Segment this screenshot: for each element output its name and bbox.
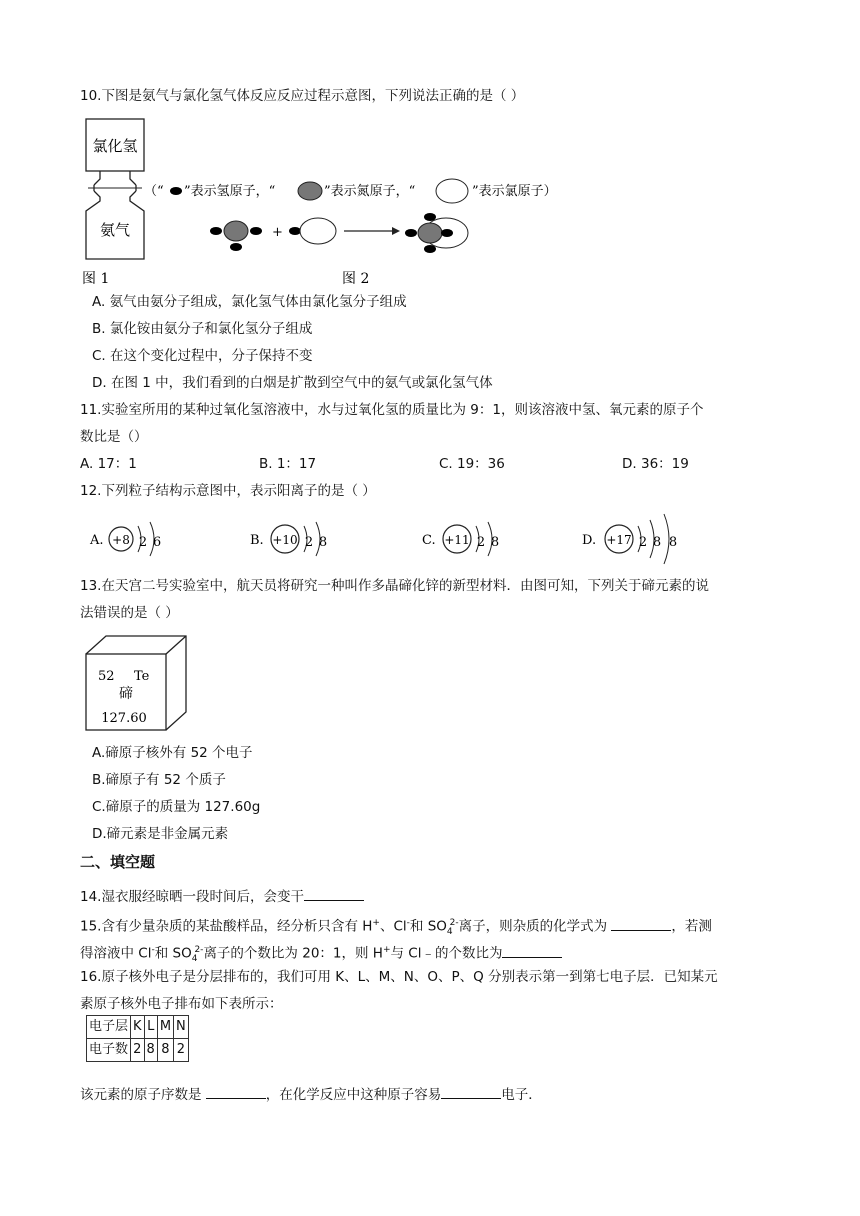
q10-stem: 10.下图是氨气与氯化氢气体反应反应过程示意图，下列说法正确的是（ ） — [80, 88, 525, 104]
q13-option-c: C.碲原子的质量为 127.60g — [92, 799, 261, 815]
svg-text:2: 2 — [476, 535, 486, 550]
reaction-arrow-icon — [344, 227, 400, 235]
ammonia-molecule-icon — [210, 221, 262, 251]
hydrogen-chloride-molecule-icon — [289, 218, 336, 244]
q16-stem-line2: 素原子核外电子排布如下表所示： — [80, 996, 283, 1012]
svg-text:C.: C. — [422, 533, 436, 548]
svg-text:8: 8 — [668, 535, 678, 550]
q13-stem-line1: 13.在天宫二号实验室中，航天员将研究一种叫作多晶碲化锌的新型材料．由图可知，下列关于碲元素的说 — [80, 578, 709, 594]
svg-text:6: 6 — [152, 535, 162, 550]
q13-option-a: A.碲原子核外有 52 个电子 — [92, 745, 253, 761]
atomic-mass: 127.60 — [101, 711, 147, 726]
q11-option-a: A. 17：1 — [80, 456, 137, 472]
ammonium-chloride-molecule-icon — [405, 213, 468, 253]
table-row: 电子数 2 8 8 2 — [87, 1039, 189, 1062]
svg-text:A.: A. — [90, 533, 104, 548]
svg-text:B.: B. — [250, 533, 264, 548]
atomic-number: 52 — [98, 669, 115, 684]
q13-option-d: D.碲元素是非金属元素 — [92, 826, 229, 842]
q11-option-c: C. 19：36 — [439, 456, 505, 472]
q16-atomic-number-blank[interactable] — [206, 1084, 266, 1099]
q14-stem: 14.湿衣服经晾晒一段时间后，会变干 — [80, 886, 364, 907]
nh3-bottle — [86, 185, 144, 259]
svg-text:2: 2 — [304, 535, 314, 550]
q11-option-b: B. 1：17 — [259, 456, 317, 472]
nh3-label: 氨气 — [99, 221, 131, 239]
q14-answer-blank[interactable] — [304, 886, 364, 901]
element-symbol: Te — [134, 669, 150, 684]
q12-option-c-diagram — [422, 522, 499, 556]
q12-stem: 12.下列粒子结构示意图中，表示阳离子的是（ ） — [80, 483, 376, 499]
svg-text:8: 8 — [652, 535, 662, 550]
q10-option-a: A. 氨气由氨分子组成，氯化氢气体由氯化氢分子组成 — [92, 294, 407, 310]
q12-option-d-diagram — [582, 514, 677, 564]
chlorine-atom-icon — [436, 179, 468, 203]
q12-structure-diagrams — [80, 508, 720, 566]
q16-stem-line1: 16.原子核外电子是分层排布的，我们可用 K、L、M、N、O、P、Q 分别表示第一到第七电子层．已知某元 — [80, 969, 718, 985]
q10-option-d: D. 在图 1 中，我们看到的白烟是扩散到空气中的氨气或氯化氢气体 — [92, 375, 493, 391]
figure-2-caption: 图 2 — [342, 271, 370, 287]
table-row: 电子层 K L M N — [87, 1016, 189, 1039]
q15-line2: 得溶液中 Cl-和 $SO_4^{2-}$离子的个数比为 20：1，则 H+与 Cl﹣的个数比为 — [80, 940, 562, 969]
q12-option-b-diagram — [250, 522, 327, 556]
legend-text-2: ”表示氢原子，“ — [184, 184, 276, 199]
plus-sign: + — [272, 225, 283, 240]
svg-text:D.: D. — [582, 533, 597, 548]
svg-text:8: 8 — [490, 535, 500, 550]
q16-electron-blank[interactable] — [441, 1084, 501, 1099]
electron-configuration-table — [86, 1015, 189, 1062]
q16-tail: 该元素的原子序数是 ，在化学反应中这种原子容易 电子． — [80, 1084, 542, 1105]
svg-text:+10: +10 — [272, 533, 298, 547]
q10-option-c: C. 在这个变化过程中，分子保持不变 — [92, 348, 313, 364]
legend-text-1: （“ — [144, 184, 164, 199]
q11-option-d: D. 36：19 — [622, 456, 689, 472]
tellurium-element-card — [82, 632, 192, 734]
svg-text:2: 2 — [638, 535, 648, 550]
figure-1-caption: 图 1 — [82, 271, 110, 287]
svg-text:+17: +17 — [606, 533, 632, 547]
hcl-bottle — [86, 119, 144, 185]
element-name: 碲 — [119, 686, 133, 702]
q11-stem-line2: 数比是（） — [80, 429, 148, 445]
section-heading: 二、填空题 — [80, 853, 156, 871]
svg-text:+8: +8 — [112, 533, 130, 547]
q13-stem-line2: 法错误的是（ ） — [80, 605, 179, 621]
hcl-label: 氯化氢 — [92, 137, 138, 155]
legend-text-4: ”表示氯原子） — [472, 184, 557, 199]
q10-figure — [80, 113, 600, 288]
q15-formula-blank[interactable] — [611, 916, 671, 931]
svg-text:2: 2 — [138, 535, 148, 550]
legend-text-3: ”表示氮原子，“ — [324, 184, 416, 199]
q15-line1: 15.含有少量杂质的某盐酸样品，经分析只含有 H+、Cl-和 $SO_4^{2-}$离子，则杂质的化学式为 ，若测 — [80, 913, 712, 942]
svg-text:+11: +11 — [444, 533, 470, 547]
q12-option-a-diagram — [89, 522, 161, 556]
q10-option-b: B. 氯化铵由氨分子和氯化氢分子组成 — [92, 321, 313, 337]
nitrogen-atom-icon — [298, 182, 322, 200]
svg-text:8: 8 — [318, 535, 328, 550]
q13-option-b: B.碲原子有 52 个质子 — [92, 772, 226, 788]
q15-ratio-blank[interactable] — [502, 943, 562, 958]
q11-stem-line1: 11.实验室所用的某种过氧化氢溶液中，水与过氧化氢的质量比为 9：1，则该溶液中氢、氧元素的原子个 — [80, 402, 704, 418]
hydrogen-atom-icon — [170, 187, 182, 195]
